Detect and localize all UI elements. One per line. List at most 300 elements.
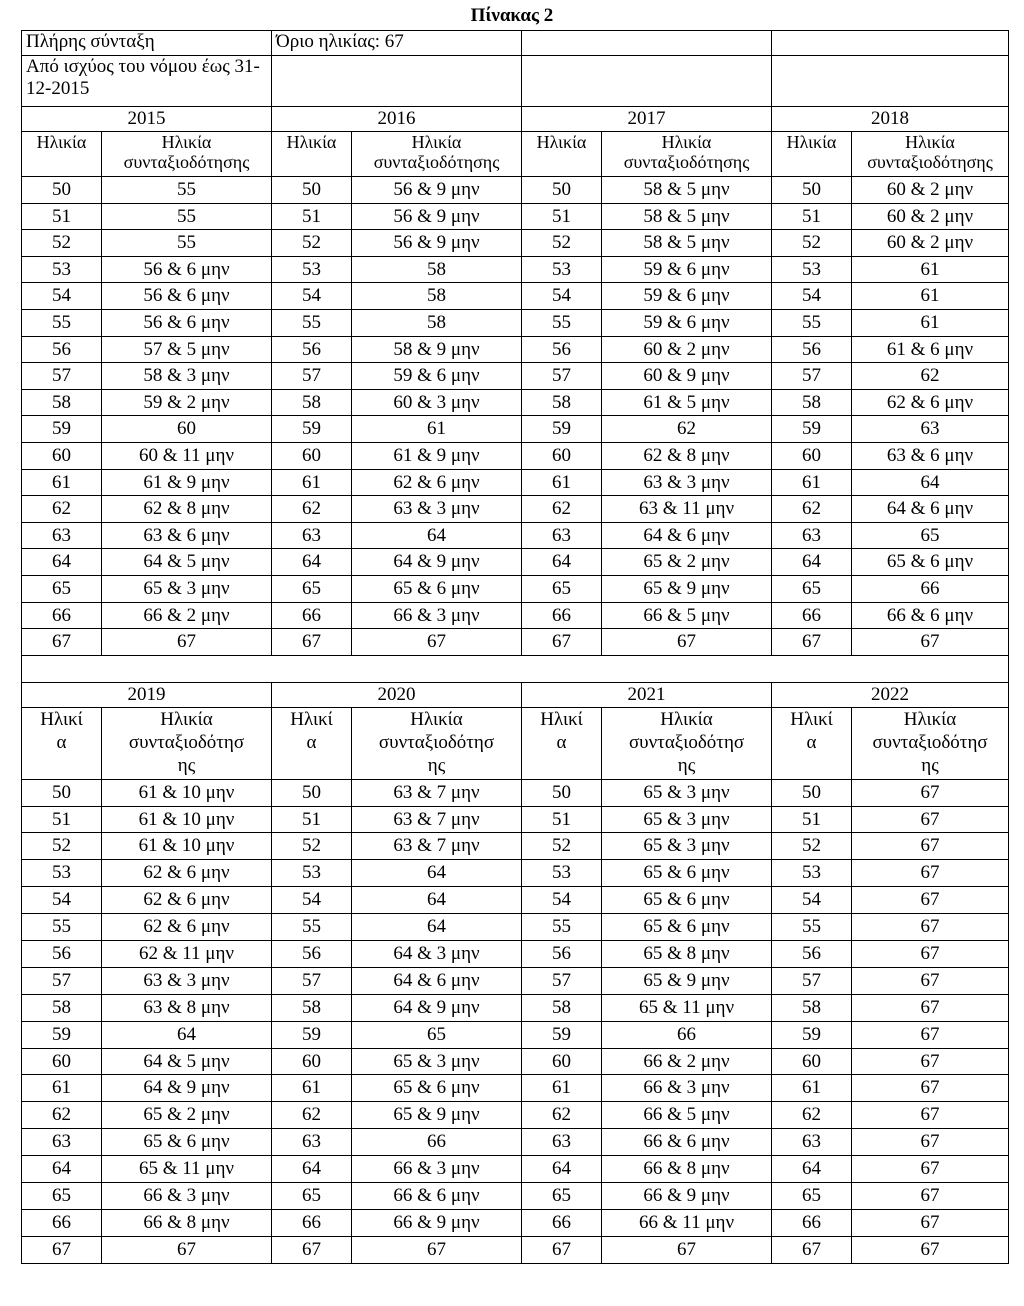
age-cell: 65	[272, 1183, 352, 1210]
empty-cell	[772, 31, 1009, 56]
age-cell: 53	[522, 256, 602, 283]
pension-age-cell: 58	[352, 309, 522, 336]
pension-age-cell: 65 & 6 μην	[602, 860, 772, 887]
pension-age-cell: 61	[352, 416, 522, 443]
age-cell: 61	[22, 469, 102, 496]
column-header-row	[22, 707, 1009, 779]
year-row	[22, 107, 1009, 132]
table-row	[22, 442, 1009, 469]
age-cell: 50	[272, 177, 352, 204]
table-row	[22, 914, 1009, 941]
pension-header-part: συνταξιοδότησ	[628, 731, 745, 753]
pension-age-cell: 56 & 9 μην	[352, 203, 522, 230]
pension-age-column-header: Ηλικία συνταξιοδότησης	[852, 132, 1009, 177]
age-cell: 66	[772, 1209, 852, 1236]
pension-age-cell: 65 & 3 μην	[602, 806, 772, 833]
pension-age-cell: 67	[852, 994, 1009, 1021]
year-header: 2016	[272, 107, 522, 132]
pension-age-cell: 60 & 3 μην	[352, 389, 522, 416]
pension-age-cell: 64 & 9 μην	[352, 549, 522, 576]
pension-age-cell: 63 & 3 μην	[602, 469, 772, 496]
pension-age-cell: 66 & 11 μην	[602, 1209, 772, 1236]
age-cell: 59	[22, 1021, 102, 1048]
table-row	[22, 416, 1009, 443]
age-cell: 63	[522, 1129, 602, 1156]
age-cell: 63	[272, 1129, 352, 1156]
pension-age-cell: 67	[852, 914, 1009, 941]
pension-age-cell: 63 & 11 μην	[602, 496, 772, 523]
table-title: Πίνακας 2	[470, 5, 554, 26]
header-row	[22, 31, 1009, 56]
table-row	[22, 363, 1009, 390]
pension-age-cell: 64 & 9 μην	[102, 1075, 272, 1102]
pension-age-cell: 67	[102, 629, 272, 656]
pension-age-cell: 65 & 6 μην	[352, 575, 522, 602]
age-header-part: Ηλικί	[40, 708, 83, 730]
age-cell: 52	[22, 833, 102, 860]
pension-age-cell: 65 & 3 μην	[102, 575, 272, 602]
pension-age-cell: 65 & 9 μην	[352, 1102, 522, 1129]
age-cell: 56	[272, 941, 352, 968]
pension-age-cell: 63 & 8 μην	[102, 994, 272, 1021]
year-header: 2017	[522, 107, 772, 132]
age-cell: 60	[272, 442, 352, 469]
age-cell: 54	[22, 887, 102, 914]
age-column-header: Ηλικία	[22, 132, 102, 177]
pension-age-cell: 64 & 5 μην	[102, 1048, 272, 1075]
pension-age-cell: 60 & 2 μην	[602, 336, 772, 363]
pension-age-cell: 55	[102, 177, 272, 204]
pension-age-cell: 67	[852, 1102, 1009, 1129]
table-row	[22, 1156, 1009, 1183]
age-cell: 54	[772, 887, 852, 914]
age-cell: 64	[522, 1156, 602, 1183]
age-cell: 50	[22, 177, 102, 204]
pension-age-column-header: Ηλικία συνταξιοδότησης	[102, 132, 272, 177]
pension-age-cell: 62 & 6 μην	[102, 860, 272, 887]
age-cell: 64	[272, 1156, 352, 1183]
pension-age-cell: 67	[852, 1048, 1009, 1075]
pension-header-part: συνταξιοδότησ	[872, 731, 988, 753]
year-header: 2021	[522, 682, 772, 707]
age-cell: 54	[522, 887, 602, 914]
empty-cell	[522, 31, 772, 56]
pension-age-cell: 66 & 9 μην	[602, 1183, 772, 1210]
pension-age-cell: 66 & 3 μην	[352, 1156, 522, 1183]
age-cell: 50	[772, 779, 852, 806]
age-cell: 57	[22, 363, 102, 390]
pension-age-cell: 67	[352, 1236, 522, 1263]
pension-header-part: Ηλικία	[660, 708, 713, 730]
pension-age-cell: 66 & 9 μην	[352, 1209, 522, 1236]
age-cell: 65	[772, 1183, 852, 1210]
age-cell: 54	[272, 887, 352, 914]
pension-age-cell: 61 & 6 μην	[852, 336, 1009, 363]
table-row	[22, 575, 1009, 602]
pension-age-cell: 58 & 3 μην	[102, 363, 272, 390]
age-cell: 63	[522, 522, 602, 549]
age-cell: 58	[22, 389, 102, 416]
age-cell: 64	[522, 549, 602, 576]
age-cell: 67	[22, 629, 102, 656]
pension-age-cell: 65 & 3 μην	[602, 833, 772, 860]
age-cell: 53	[22, 860, 102, 887]
age-cell: 65	[22, 575, 102, 602]
age-cell: 53	[22, 256, 102, 283]
pension-age-cell: 64 & 6 μην	[352, 967, 522, 994]
age-cell: 65	[522, 575, 602, 602]
pension-age-cell: 66 & 3 μην	[352, 602, 522, 629]
age-cell: 64	[772, 549, 852, 576]
pension-age-cell: 61	[852, 283, 1009, 310]
table-row	[22, 1129, 1009, 1156]
age-header-part: Ηλικί	[290, 708, 333, 730]
pension-age-cell: 55	[102, 203, 272, 230]
table-row	[22, 967, 1009, 994]
pension-age-cell: 58	[352, 283, 522, 310]
age-cell: 57	[522, 363, 602, 390]
age-cell: 52	[22, 230, 102, 257]
table-row	[22, 1021, 1009, 1048]
age-cell: 54	[22, 283, 102, 310]
age-cell: 52	[772, 230, 852, 257]
age-cell: 59	[772, 416, 852, 443]
year-header: 2020	[272, 682, 522, 707]
age-cell: 62	[272, 496, 352, 523]
pension-age-cell: 67	[852, 941, 1009, 968]
pension-age-cell: 61 & 5 μην	[602, 389, 772, 416]
pension-age-cell: 63 & 3 μην	[102, 967, 272, 994]
pension-age-cell: 67	[852, 806, 1009, 833]
age-column-header	[22, 707, 102, 779]
age-cell: 66	[22, 1209, 102, 1236]
pension-age-cell: 65	[352, 1021, 522, 1048]
pension-age-cell: 59 & 6 μην	[602, 283, 772, 310]
pension-age-column-header	[602, 707, 772, 779]
pension-age-cell: 65 & 6 μην	[102, 1129, 272, 1156]
pension-age-cell: 67	[852, 1183, 1009, 1210]
pension-age-cell: 67	[352, 629, 522, 656]
table-row	[22, 779, 1009, 806]
age-cell: 61	[522, 469, 602, 496]
pension-age-cell: 61 & 10 μην	[102, 833, 272, 860]
age-cell: 66	[22, 602, 102, 629]
empty-cell	[522, 56, 772, 107]
age-cell: 51	[772, 806, 852, 833]
pension-age-cell: 66 & 6 μην	[852, 602, 1009, 629]
pension-age-column-header	[852, 707, 1009, 779]
pension-age-cell: 63 & 6 μην	[852, 442, 1009, 469]
age-cell: 56	[522, 941, 602, 968]
age-cell: 56	[522, 336, 602, 363]
pension-age-cell: 62 & 8 μην	[102, 496, 272, 523]
table-row	[22, 1209, 1009, 1236]
pension-age-cell: 59 & 2 μην	[102, 389, 272, 416]
age-cell: 59	[522, 416, 602, 443]
age-cell: 52	[522, 230, 602, 257]
pension-age-cell: 58 & 5 μην	[602, 177, 772, 204]
age-cell: 58	[772, 389, 852, 416]
pension-age-cell: 62 & 6 μην	[102, 887, 272, 914]
age-cell: 63	[22, 522, 102, 549]
table-row	[22, 1102, 1009, 1129]
pension-age-cell: 65 & 2 μην	[602, 549, 772, 576]
pension-age-cell: 56 & 6 μην	[102, 283, 272, 310]
age-column-header	[772, 707, 852, 779]
pension-age-cell: 63 & 7 μην	[352, 779, 522, 806]
age-cell: 62	[522, 1102, 602, 1129]
pension-header-part: Ηλικία	[160, 708, 213, 730]
table-row	[22, 283, 1009, 310]
pension-age-cell: 63	[852, 416, 1009, 443]
pension-age-cell: 67	[852, 1021, 1009, 1048]
pension-header-part: ης	[921, 754, 939, 776]
pension-age-cell: 67	[852, 1129, 1009, 1156]
pension-age-column-header: Ηλικία συνταξιοδότησης	[602, 132, 772, 177]
age-cell: 55	[772, 914, 852, 941]
age-header-part: α	[56, 731, 67, 753]
pension-age-cell: 67	[852, 860, 1009, 887]
pension-header-part: ης	[427, 754, 446, 776]
age-cell: 55	[522, 914, 602, 941]
age-cell: 59	[272, 416, 352, 443]
table-row	[22, 1236, 1009, 1263]
age-cell: 60	[772, 1048, 852, 1075]
age-cell: 67	[522, 1236, 602, 1263]
pension-age-cell: 65 & 9 μην	[602, 967, 772, 994]
table-row	[22, 549, 1009, 576]
pension-age-cell: 58 & 9 μην	[352, 336, 522, 363]
pension-age-cell: 65 & 9 μην	[602, 575, 772, 602]
age-cell: 53	[522, 860, 602, 887]
age-cell: 53	[772, 860, 852, 887]
pension-age-cell: 65 & 11 μην	[602, 994, 772, 1021]
age-cell: 51	[522, 806, 602, 833]
age-cell: 63	[272, 522, 352, 549]
age-cell: 55	[22, 914, 102, 941]
effective-row	[22, 56, 1009, 107]
pension-age-cell: 67	[852, 1209, 1009, 1236]
block-separator	[22, 655, 1009, 682]
pension-age-column-header	[352, 707, 522, 779]
age-cell: 62	[522, 496, 602, 523]
pension-age-cell: 64	[352, 914, 522, 941]
table-row	[22, 833, 1009, 860]
age-cell: 58	[272, 389, 352, 416]
age-cell: 57	[272, 363, 352, 390]
table-row	[22, 230, 1009, 257]
age-cell: 56	[772, 336, 852, 363]
pension-age-cell: 64	[352, 887, 522, 914]
age-cell: 61	[22, 1075, 102, 1102]
pension-age-cell: 61	[852, 256, 1009, 283]
year-header: 2019	[22, 682, 272, 707]
pension-age-cell: 64 & 6 μην	[852, 496, 1009, 523]
pension-header-part: ης	[177, 754, 196, 776]
age-cell: 55	[272, 309, 352, 336]
table-row	[22, 203, 1009, 230]
age-cell: 61	[772, 469, 852, 496]
table-row	[22, 602, 1009, 629]
age-cell: 62	[772, 496, 852, 523]
pension-age-cell: 60 & 2 μην	[852, 230, 1009, 257]
age-cell: 64	[22, 549, 102, 576]
pension-age-cell: 67	[852, 967, 1009, 994]
age-cell: 62	[22, 496, 102, 523]
age-cell: 52	[272, 230, 352, 257]
age-cell: 58	[522, 994, 602, 1021]
table-body	[22, 31, 1009, 1264]
separator-cell	[22, 655, 1009, 682]
pension-age-cell: 66	[352, 1129, 522, 1156]
pension-age-cell: 66	[852, 575, 1009, 602]
column-header-row	[22, 132, 1009, 177]
age-cell: 57	[772, 363, 852, 390]
pension-age-cell: 67	[852, 887, 1009, 914]
pension-age-cell: 62 & 6 μην	[102, 914, 272, 941]
pension-age-cell: 61 & 9 μην	[102, 469, 272, 496]
age-cell: 56	[22, 336, 102, 363]
age-cell: 57	[22, 967, 102, 994]
age-cell: 64	[772, 1156, 852, 1183]
age-header-part: Ηλικί	[540, 708, 583, 730]
pension-age-cell: 62	[602, 416, 772, 443]
pension-age-cell: 67	[852, 1156, 1009, 1183]
age-cell: 59	[772, 1021, 852, 1048]
pension-age-cell: 60 & 9 μην	[602, 363, 772, 390]
pension-age-cell: 65 & 6 μην	[852, 549, 1009, 576]
pension-age-cell: 64 & 5 μην	[102, 549, 272, 576]
pension-age-cell: 66 & 8 μην	[602, 1156, 772, 1183]
pension-age-column-header	[102, 707, 272, 779]
pension-header-part: Ηλικία	[903, 708, 957, 730]
age-cell: 55	[22, 309, 102, 336]
pension-age-cell: 67	[852, 833, 1009, 860]
age-cell: 54	[772, 283, 852, 310]
pension-age-cell: 60 & 11 μην	[102, 442, 272, 469]
age-column-header	[272, 707, 352, 779]
pension-age-cell: 67	[852, 629, 1009, 656]
age-cell: 52	[522, 833, 602, 860]
pension-age-cell: 67	[602, 629, 772, 656]
pension-age-cell: 67	[852, 779, 1009, 806]
pension-age-cell: 59 & 6 μην	[602, 309, 772, 336]
age-cell: 55	[522, 309, 602, 336]
age-cell: 63	[22, 1129, 102, 1156]
pension-age-cell: 64	[852, 469, 1009, 496]
pension-age-cell: 65 & 3 μην	[352, 1048, 522, 1075]
age-cell: 61	[272, 1075, 352, 1102]
age-cell: 62	[22, 1102, 102, 1129]
pension-age-cell: 65 & 6 μην	[602, 914, 772, 941]
pension-age-cell: 56 & 6 μην	[102, 309, 272, 336]
table-row	[22, 806, 1009, 833]
pension-age-cell: 59 & 6 μην	[352, 363, 522, 390]
pension-age-cell: 61 & 9 μην	[352, 442, 522, 469]
pension-header-part: ης	[677, 754, 696, 776]
pension-age-cell: 64 & 3 μην	[352, 941, 522, 968]
age-cell: 51	[272, 203, 352, 230]
age-cell: 66	[522, 1209, 602, 1236]
age-cell: 51	[772, 203, 852, 230]
table-row	[22, 389, 1009, 416]
age-cell: 59	[22, 416, 102, 443]
age-cell: 59	[272, 1021, 352, 1048]
effective-period-label: Από ισχύος του νόμου έως 31-12-2015	[22, 56, 272, 107]
age-cell: 54	[522, 283, 602, 310]
pension-age-cell: 64 & 9 μην	[352, 994, 522, 1021]
pension-age-cell: 66 & 6 μην	[352, 1183, 522, 1210]
pension-age-cell: 66 & 5 μην	[602, 602, 772, 629]
pension-age-cell: 62	[852, 363, 1009, 390]
pension-age-cell: 56 & 9 μην	[352, 177, 522, 204]
age-cell: 55	[772, 309, 852, 336]
age-cell: 61	[522, 1075, 602, 1102]
age-cell: 67	[272, 629, 352, 656]
age-cell: 57	[522, 967, 602, 994]
age-cell: 58	[272, 994, 352, 1021]
table-row	[22, 336, 1009, 363]
table-row	[22, 177, 1009, 204]
table-row	[22, 1075, 1009, 1102]
age-cell: 50	[272, 779, 352, 806]
pension-age-cell: 64	[102, 1021, 272, 1048]
age-cell: 61	[772, 1075, 852, 1102]
pension-age-cell: 66	[602, 1021, 772, 1048]
pension-age-cell: 64 & 6 μην	[602, 522, 772, 549]
age-cell: 51	[22, 203, 102, 230]
age-cell: 54	[272, 283, 352, 310]
table-row	[22, 941, 1009, 968]
age-column-header	[522, 707, 602, 779]
age-cell: 52	[772, 833, 852, 860]
pension-age-cell: 61 & 10 μην	[102, 779, 272, 806]
pension-age-cell: 66 & 3 μην	[602, 1075, 772, 1102]
age-cell: 67	[772, 629, 852, 656]
age-cell: 62	[772, 1102, 852, 1129]
table-row	[22, 1183, 1009, 1210]
pension-age-cell: 60 & 2 μην	[852, 203, 1009, 230]
age-cell: 58	[22, 994, 102, 1021]
pension-age-cell: 66 & 8 μην	[102, 1209, 272, 1236]
pension-age-cell: 60	[102, 416, 272, 443]
pension-age-cell: 67	[602, 1236, 772, 1263]
age-cell: 65	[272, 575, 352, 602]
age-cell: 57	[272, 967, 352, 994]
age-limit-label: Όριο ηλικίας: 67	[272, 31, 522, 56]
year-header: 2018	[772, 107, 1009, 132]
pension-age-cell: 65 & 8 μην	[602, 941, 772, 968]
pension-age-cell: 66 & 6 μην	[602, 1129, 772, 1156]
age-cell: 58	[772, 994, 852, 1021]
table-row	[22, 994, 1009, 1021]
age-cell: 66	[522, 602, 602, 629]
pension-age-column-header: Ηλικία συνταξιοδότησης	[352, 132, 522, 177]
age-column-header: Ηλικία	[522, 132, 602, 177]
pension-age-cell: 62 & 6 μην	[852, 389, 1009, 416]
pension-age-cell: 60 & 2 μην	[852, 177, 1009, 204]
pension-age-cell: 65 & 11 μην	[102, 1156, 272, 1183]
age-cell: 60	[22, 1048, 102, 1075]
pension-age-cell: 62 & 8 μην	[602, 442, 772, 469]
age-cell: 66	[272, 602, 352, 629]
age-cell: 60	[772, 442, 852, 469]
pension-age-cell: 65 & 6 μην	[602, 887, 772, 914]
age-cell: 63	[772, 522, 852, 549]
age-cell: 59	[522, 1021, 602, 1048]
age-cell: 67	[772, 1236, 852, 1263]
age-cell: 53	[272, 860, 352, 887]
